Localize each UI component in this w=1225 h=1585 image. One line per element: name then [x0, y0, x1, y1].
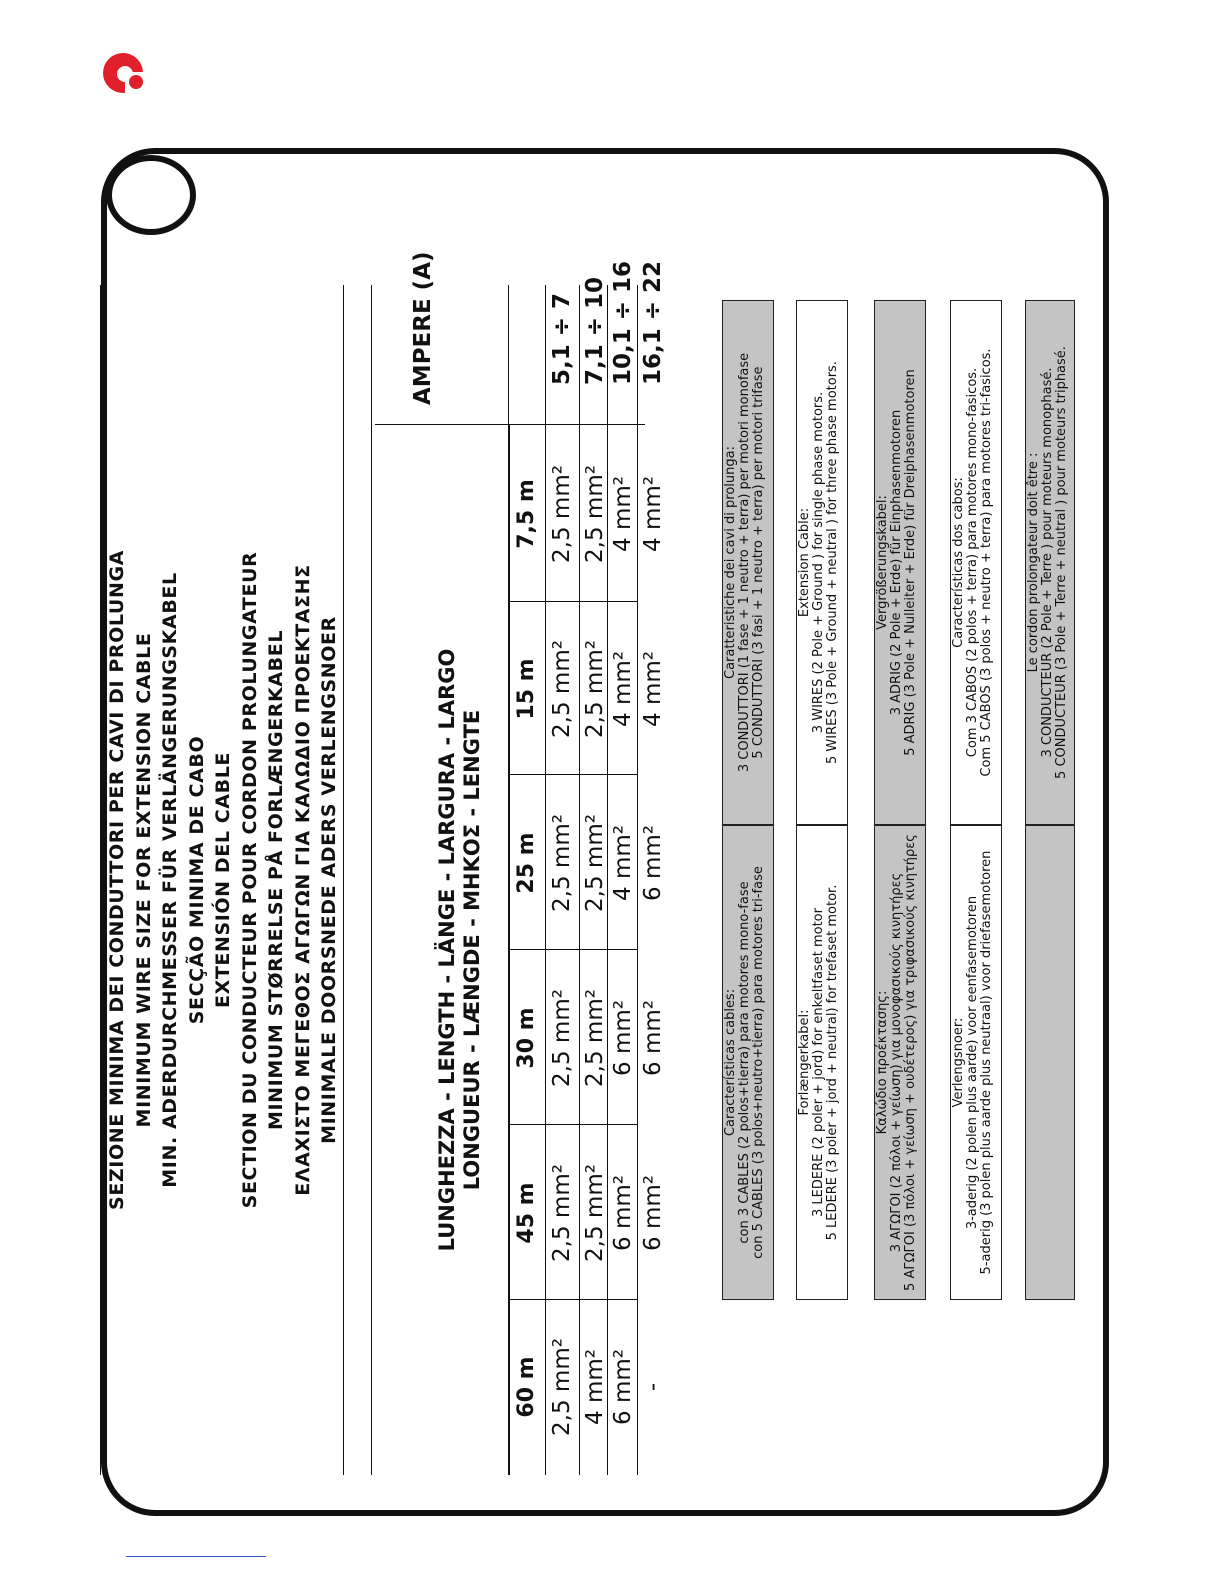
title-line: SECÇÃO MINIMA DE CABO — [185, 735, 208, 1025]
note-box — [796, 300, 848, 825]
table-rule — [509, 601, 637, 602]
note-title: Le cordon prolongateur doit être : — [1026, 452, 1041, 673]
note-box — [874, 825, 926, 1300]
table-cell: 2,5 mm² — [549, 1164, 575, 1262]
table-cell: 4 mm² — [610, 651, 636, 727]
table-rule — [509, 1299, 637, 1300]
column-header: 25 m — [514, 832, 539, 894]
table-cell: 6 mm² — [640, 825, 666, 901]
table-rule — [508, 285, 509, 1475]
note-l2: 5 CONDUCTEUR (3 Pole + Terre + neutral ) pour moteurs triphasé. — [1054, 346, 1069, 779]
note-title: Extension Cable: — [797, 507, 812, 618]
note-box — [950, 825, 1002, 1300]
note-l1: Com 3 CABOS (2 polos + terra) para motores mono-fasicos. — [965, 367, 980, 758]
note-l1: 3 ADRIG (2 Pole + Erde) für Einphasenmotoren — [889, 409, 904, 716]
table-cell: 2,5 mm² — [549, 814, 575, 912]
note-l1: con 3 CABLES (2 polos+tierra) para motores mono-fase — [737, 881, 752, 1244]
table-cell: 4 mm² — [640, 651, 666, 727]
note-title: Forlængerkabel: — [797, 1009, 812, 1116]
table-rule — [637, 285, 638, 1475]
note-box — [722, 300, 774, 825]
table-cell: 6 mm² — [640, 1000, 666, 1076]
rotated-content — [100, 251, 1070, 1475]
ampere-cell: 5,1 ÷ 7 — [549, 292, 575, 385]
column-header: 7,5 m — [514, 479, 539, 549]
column-header: 30 m — [514, 1007, 539, 1069]
table-cell: 6 mm² — [640, 1175, 666, 1251]
table-cell: 2,5 mm² — [582, 989, 608, 1087]
note-title: Verlengsnoer: — [951, 1017, 966, 1108]
table-cell: 6 mm² — [610, 1175, 636, 1251]
note-l2: 5-aderig (3 polen plus aarde plus neutraal) voor driefasemotoren — [979, 850, 994, 1275]
table-rule — [375, 424, 645, 425]
note-l2: 5 CONDUTTORI (3 fasi + 1 neutro + terra) per motori trifase — [751, 366, 766, 759]
table-cell: 6 mm² — [610, 1349, 636, 1425]
brand-logo-icon — [100, 50, 146, 96]
table-cell: 4 mm² — [640, 476, 666, 552]
title-line: ΕΛΑΧΙΣΤΟ ΜΕΓΕΘΟΣ ΑΓΩΓΩΝ ΓΙΑ ΚΑΛΩΔΙΟ ΠΡΟΕΚΤΑΣΗΣ — [291, 564, 314, 1196]
table-rule — [509, 774, 637, 775]
note-box — [722, 825, 774, 1300]
note-box — [1025, 300, 1075, 825]
table-cell: 2,5 mm² — [549, 465, 575, 563]
table-rule — [509, 425, 510, 1475]
note-box — [796, 825, 848, 1300]
table-cell: 2,5 mm² — [549, 1338, 575, 1436]
column-header: 15 m — [514, 658, 539, 720]
corner-circle — [106, 155, 196, 235]
ampere-header: AMPERE (A) — [410, 251, 436, 405]
table-rule — [509, 949, 637, 950]
note-l1: 3 CONDUCTEUR (2 Pole + Terre ) pour moteurs monophasé. — [1040, 367, 1055, 758]
title-line: SEZIONE MINIMA DEI CONDUTTORI PER CAVI DI PROLUNGA — [106, 550, 128, 1210]
note-title: Caratteristiche dei cavi di prolunga: — [723, 446, 738, 679]
title-line: MINIMALE DOORSNEDE ADERS VERLENGSNOER — [318, 616, 340, 1144]
ampere-cell: 7,1 ÷ 10 — [582, 276, 608, 385]
table-rule — [579, 285, 580, 1475]
ampere-cell: 10,1 ÷ 16 — [610, 260, 636, 385]
table-cell: 2,5 mm² — [582, 640, 608, 738]
table-cell: 6 mm² — [610, 1000, 636, 1076]
note-l1: 3 WIRES (2 Pole + Ground ) for single phase motors. — [811, 391, 826, 734]
title-line: MINIMUM STØRRELSE PÅ FORLÆNGERKABEL — [265, 629, 287, 1131]
note-l2: 5 ΑΓΩΓΟΙ (3 πόλοι + γείωση + ουδέτερος) για τριφασικούς κινητήρες — [903, 834, 918, 1291]
table-cell: 2,5 mm² — [549, 640, 575, 738]
title-line: SECTION DU CONDUCTEUR POUR CORDON PROLUNGATEUR — [238, 551, 261, 1209]
note-l2: con 5 CABLES (3 polos+neutro+tierra) para motores tri-fase — [751, 866, 766, 1259]
note-box — [950, 300, 1002, 825]
footer-rule — [126, 1556, 266, 1557]
table-cell: 2,5 mm² — [582, 1164, 608, 1262]
note-title: Καλώδιο προέκτασης: — [875, 990, 890, 1135]
note-l1: 3 LEDERE (2 poler + jord) for enkeltfaset motor — [811, 908, 826, 1217]
note-l2: 5 WIRES (3 Pole + Ground + neutral ) for three phase motors. — [825, 361, 840, 764]
column-header: 60 m — [514, 1356, 539, 1418]
column-header: 45 m — [514, 1182, 539, 1244]
note-title: Características cables: — [723, 988, 738, 1137]
table-cell: 2,5 mm² — [582, 465, 608, 563]
note-l2: 5 ADRIG (3 Pole + Nulleiter + Erde) für Dreiphasenmotoren — [903, 369, 918, 756]
table-rule — [545, 285, 546, 1475]
note-title: Vergrößerungskabel: — [875, 495, 890, 630]
note-l2: 5 LEDERE (3 poler + jord + neutral) for trefaset motor. — [825, 884, 840, 1241]
length-header-2: LONGUEUR - LÆNGDE - ΜΗΚΟΣ - LENGTE — [460, 709, 484, 1191]
table-cell: 4 mm² — [610, 825, 636, 901]
title-line: MIN. ADERDURCHMESSER FÜR VERLÄNGERUNGSKABEL — [159, 572, 181, 1188]
note-title: Características dos cabos: — [951, 477, 966, 648]
title-line: EXTENSIÓN DEL CABLE — [212, 752, 234, 1008]
note-box — [874, 300, 926, 825]
note-l2: Com 5 CABOS (3 polos + neutro + terra) para motores tri-fasicos. — [979, 348, 994, 777]
table-rule — [509, 1124, 637, 1125]
note-l1: 3 CONDUTTORI (1 fase + 1 neutro + terra) per motori monofase — [737, 352, 752, 773]
note-box — [1025, 825, 1075, 1300]
title-line: MINIMUM WIRE SIZE FOR EXTENSION CABLE — [132, 632, 155, 1128]
table-cell: 2,5 mm² — [549, 989, 575, 1087]
table-cell: 2,5 mm² — [582, 814, 608, 912]
table-cell: - — [640, 1382, 666, 1392]
table-cell: 4 mm² — [582, 1349, 608, 1425]
table-cell: 4 mm² — [610, 476, 636, 552]
note-l1: 3-aderig (2 polen plus aarde) voor eenfasemotoren — [965, 895, 980, 1230]
length-header-1: LUNGHEZZA - LENGTH - LÄNGE - LARGURA - LARGO — [435, 648, 459, 1252]
note-l1: 3 ΑΓΩΓΟΙ (2 πόλοι + γείωση) για μονοφασικούς κινητήρες — [889, 872, 904, 1253]
ampere-cell: 16,1 ÷ 22 — [640, 260, 666, 385]
